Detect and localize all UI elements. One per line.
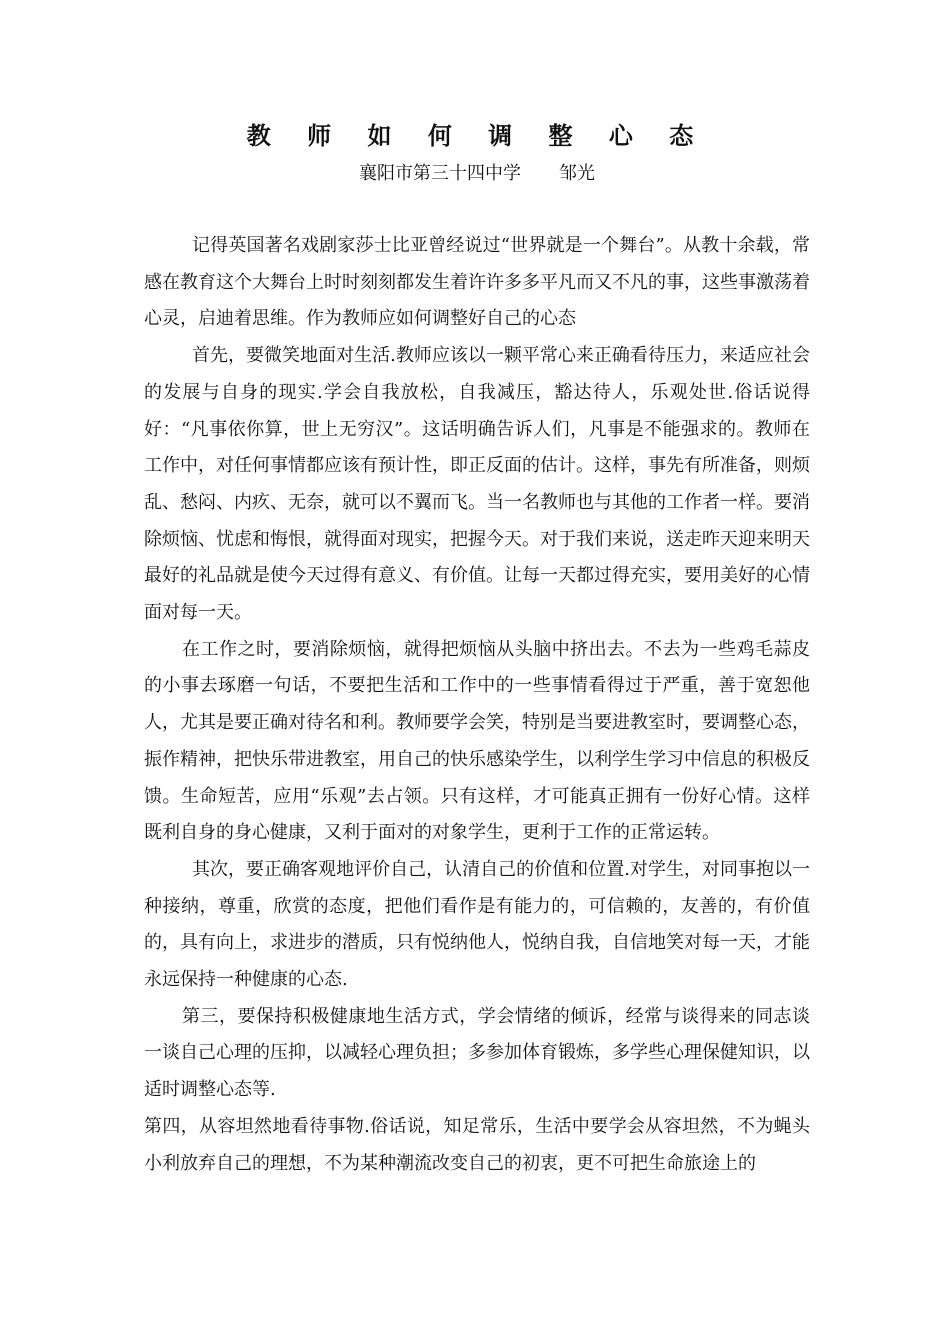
author-name: 邹光 [559,163,595,184]
article-body [144,228,810,1182]
document-title: 教 师 如 何 调 整 心 态 [246,121,708,150]
school-name: 襄阳市第三十四中学 [359,163,521,184]
paragraph-second-point: 其次，要正确客观地评价自己，认清自己的价值和位置.对学生，对同事抱以一种接纳，尊重，欣赏的态度，把他们看作是有能力的，可信赖的，友善的，有价值的，具有向上，求进步的潜质，只有悦纳他人，悦纳自我，自信地笑对每一天，才能永远保持一种健康的心态. [144,858,810,991]
paragraph-third-point: 第三，要保持积极健康地生活方式，学会情绪的倾诉，经常与谈得来的同志谈一谈自己心理的压抑，以减轻心理负担；多参加体育锻炼，多学些心理保健知识，以适时调整心态等. [144,1005,810,1101]
paragraph-intro: 记得英国著名戏剧家莎士比亚曾经说过“世界就是一个舞台”。从教十余载，常感在教育这个大舞台上时时刻刻都发生着许许多多平凡而又不凡的事，这些事激荡着心灵，启迪着思维。作为教师应如何调整好自己的心态 [144,235,810,330]
paragraph-first-point: 首先，要微笑地面对生活.教师应该以一颗平常心来正确看待压力，来适应社会的发展与自身的现实.学会自我放松，自我减压，豁达待人，乐观处世.俗话说得好：“凡事依你算，世上无穷汉”。这话明确告诉人们，凡事是不能强求的。教师在工作中，对任何事情都应该有预计性，即正反面的估计。这样，事先有所准备，则烦乱、愁闷、内疚、无奈，就可以不翼而飞。当一名教师也与其他的工作者一样。要消除烦恼、忧虑和悔恨，就得面对现实，把握今天。对于我们来说，送走昨天迎来明天最好的礼品就是使今天过得有意义、有价值。让每一天都过得充实，要用美好的心情面对每一天。 [144,345,810,624]
byline [144,160,810,188]
paragraph-work-mood: 在工作之时，要消除烦恼，就得把烦恼从头脑中挤出去。不去为一些鸡毛蒜皮的小事去琢磨一句话，不要把生活和工作中的一些事情看得过于严重，善于宽恕他人，尤其是要正确对待名和利。教师要学会笑，特别是当要进教室时，要调整心态，振作精神，把快乐带进教室，用自己的快乐感染学生，以利学生学习中信息的积极反馈。生命短苦，应用“乐观”去占领。只有这样，才可能真正拥有一份好心情。这样既利自身的身心健康，又利于面对的对象学生，更利于工作的正常运转。 [144,638,810,844]
paragraph-fourth-point: 第四，从容坦然地看待事物.俗话说，知足常乐，生活中要学会从容坦然，不为蝇头小利放弃自己的理想，不为某种潮流改变自己的初衷，更不可把生命旅途上的 [144,1115,810,1174]
